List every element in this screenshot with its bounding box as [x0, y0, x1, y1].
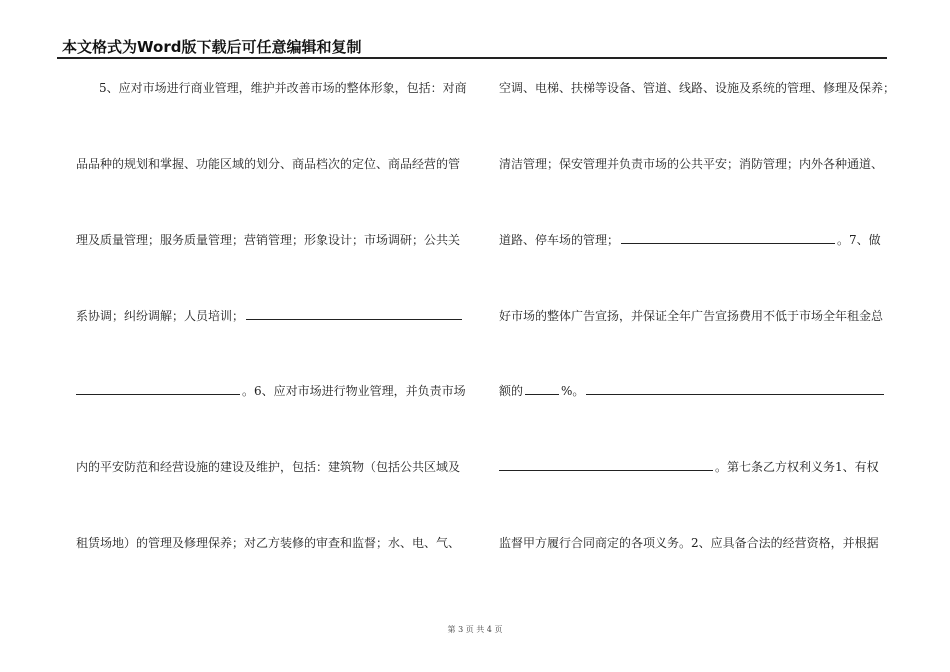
right-text-line-3a: 道路、停车场的管理； [499, 233, 620, 247]
document-header-title: 本文格式为Word版下载后可任意编辑和复制 [62, 38, 362, 56]
page-number: 第 3 页 共 4 页 [447, 625, 503, 634]
right-text-line-4: 好市场的整体广告宣扬，并保证全年广告宣扬费用不低于市场全年租金总 [499, 309, 884, 323]
right-text-line-6-group [499, 458, 879, 475]
right-text-line-3b: 。7、做 [837, 233, 881, 247]
right-text-line-5a: 额的 [499, 384, 524, 398]
right-text-line-3-group [499, 231, 881, 248]
blank-underline [586, 384, 884, 395]
percentage-blank-underline [525, 384, 559, 395]
left-text-line-1: 5、应对市场进行商业管理，维护并改善市场的整体形象，包括：对商 [99, 81, 467, 95]
left-text-line-2: 品品种的规划和掌握、功能区域的划分、商品档次的定位、商品经营的管 [76, 157, 461, 171]
right-text-line-5b: %。 [561, 384, 585, 398]
header-divider [57, 57, 887, 59]
left-text-line-3: 理及质量管理；服务质量管理；营销管理；形象设计；市场调研；公共关 [76, 233, 461, 247]
left-text-line-4: 系协调；纠纷调解；人员培训； [76, 309, 245, 323]
right-text-line-7: 监督甲方履行合同商定的各项义务。2、应具备合法的经营资格，并根据 [499, 536, 879, 550]
right-text-line-5-group [499, 382, 886, 399]
blank-underline [76, 384, 240, 395]
right-text-line-6: 。第七条乙方权利义务1、有权 [715, 460, 879, 474]
blank-underline [499, 460, 713, 471]
left-text-line-7: 租赁场地）的管理及修理保养；对乙方装修的审查和监督；水、电、气、 [76, 536, 461, 550]
blank-underline [621, 233, 835, 244]
left-text-line-5: 。6、应对市场进行物业管理，并负责市场 [242, 384, 466, 398]
left-text-line-5-group [76, 382, 466, 399]
right-text-line-1: 空调、电梯、扶梯等设备、管道、线路、设施及系统的管理、修理及保养； [499, 81, 896, 95]
right-text-line-2: 清洁管理；保安管理并负责市场的公共平安；消防管理；内外各种通道、 [499, 157, 884, 171]
left-text-line-6: 内的平安防范和经营设施的建设及维护，包括：建筑物（包括公共区域及 [76, 460, 461, 474]
left-text-line-4-group [76, 307, 464, 324]
blank-underline [246, 309, 462, 320]
